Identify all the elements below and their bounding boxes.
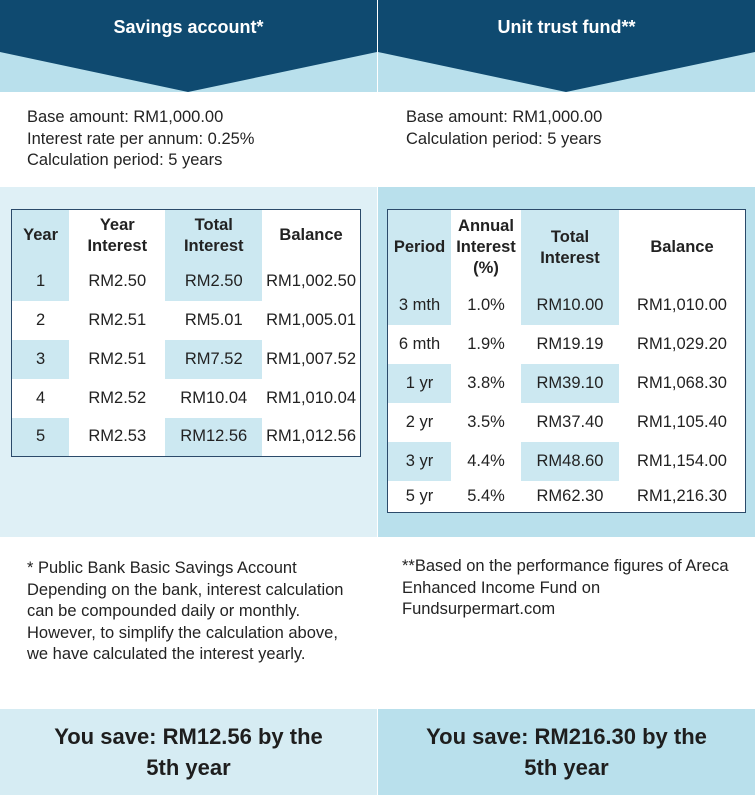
cell-annual-interest: 3.8% xyxy=(467,373,505,392)
cell-balance: RM1,068.30 xyxy=(637,373,727,392)
unit-trust-base-amount: Base amount: RM1,000.00 xyxy=(406,108,603,126)
table-row xyxy=(12,340,361,379)
header-balance: Balance xyxy=(650,238,714,257)
cell-year: 5 xyxy=(12,418,70,457)
cell-balance: RM1,010.00 xyxy=(637,295,727,314)
table-row xyxy=(12,301,361,340)
savings-footnote: * Public Bank Basic Savings Account Depending on the bank, interest calculation can be compounded daily or monthly. However, to simplify the calculation above, we have calculated the interest yearly. xyxy=(27,559,344,663)
savings-calculation-period: Calculation period: 5 years xyxy=(27,151,223,169)
cell-balance: RM1,005.01 xyxy=(266,310,356,329)
table-row xyxy=(388,481,746,513)
unit-trust-result-banner xyxy=(378,709,755,795)
unit-trust-table-panel xyxy=(378,187,755,537)
header-period: Period xyxy=(388,210,452,286)
table-row xyxy=(12,418,361,457)
cell-year-interest: RM2.51 xyxy=(88,349,147,368)
cell-annual-interest: 4.4% xyxy=(467,451,505,470)
cell-total-interest: RM48.60 xyxy=(521,442,619,481)
cell-balance: RM1,105.40 xyxy=(637,412,727,431)
cell-period: 6 mth xyxy=(398,334,441,353)
cell-period: 2 yr xyxy=(405,412,434,431)
cell-total-interest: RM39.10 xyxy=(521,364,619,403)
cell-total-interest: RM10.00 xyxy=(521,286,619,325)
unit-trust-title: Unit trust fund** xyxy=(497,17,636,37)
cell-total-interest: RM12.56 xyxy=(165,418,262,457)
cell-total-interest: RM37.40 xyxy=(536,412,604,431)
cell-year-interest: RM2.53 xyxy=(88,427,147,446)
cell-balance: RM1,216.30 xyxy=(637,486,727,505)
savings-info xyxy=(27,107,254,172)
header-total-interest: Total Interest xyxy=(521,210,619,286)
cell-annual-interest: 1.0% xyxy=(467,295,505,314)
cell-year-interest: RM2.50 xyxy=(88,271,147,290)
cell-year: 1 xyxy=(12,262,70,301)
savings-base-amount: Base amount: RM1,000.00 xyxy=(27,108,224,126)
unit-trust-result-text: You save: RM216.30 by the 5th year xyxy=(426,724,707,780)
header-year: Year xyxy=(12,210,70,262)
table-header-row xyxy=(12,210,361,262)
cell-period: 3 yr xyxy=(388,442,452,481)
cell-year: 3 xyxy=(12,340,70,379)
table-row xyxy=(388,364,746,403)
unit-trust-info xyxy=(406,107,602,150)
cell-period: 1 yr xyxy=(388,364,452,403)
savings-banner xyxy=(0,0,377,92)
savings-interest-rate: Interest rate per annum: 0.25% xyxy=(27,129,255,148)
cell-balance: RM1,154.00 xyxy=(637,451,727,470)
header-total-interest: Total Interest xyxy=(165,210,262,262)
cell-total-interest: RM19.19 xyxy=(536,334,604,353)
cell-balance: RM1,007.52 xyxy=(266,349,356,368)
cell-year-interest: RM2.52 xyxy=(88,388,147,407)
cell-total-interest: RM10.04 xyxy=(180,388,248,407)
cell-period: 3 mth xyxy=(388,286,452,325)
cell-annual-interest: 1.9% xyxy=(467,334,505,353)
unit-trust-calculation-period: Calculation period: 5 years xyxy=(406,129,602,148)
cell-year-interest: RM2.51 xyxy=(88,310,147,329)
header-annual-interest: Annual Interest (%) xyxy=(456,217,516,278)
cell-balance: RM1,010.04 xyxy=(266,388,356,407)
cell-period: 5 yr xyxy=(405,486,434,505)
unit-trust-footnote: **Based on the performance figures of Areca Enhanced Income Fund on Fundsurpermart.com xyxy=(402,557,729,618)
cell-annual-interest: 3.5% xyxy=(467,412,505,431)
cell-balance: RM1,029.20 xyxy=(637,334,727,353)
cell-annual-interest: 5.4% xyxy=(467,486,505,505)
header-balance: Balance xyxy=(279,226,343,245)
cell-balance: RM1,002.50 xyxy=(266,271,356,290)
table-row xyxy=(12,379,361,418)
savings-title: Savings account* xyxy=(113,17,264,37)
cell-year: 4 xyxy=(35,388,46,407)
cell-total-interest: RM7.52 xyxy=(165,340,262,379)
table-row xyxy=(388,286,746,325)
savings-table-panel xyxy=(0,187,377,537)
table-row xyxy=(388,325,746,364)
table-row xyxy=(388,403,746,442)
savings-table xyxy=(11,209,361,457)
header-year-interest: Year Interest xyxy=(87,215,148,255)
cell-total-interest: RM2.50 xyxy=(165,262,262,301)
table-row xyxy=(388,442,746,481)
cell-year: 2 xyxy=(35,310,46,329)
cell-total-interest: RM5.01 xyxy=(184,310,243,329)
cell-balance: RM1,012.56 xyxy=(266,427,356,446)
cell-total-interest: RM62.30 xyxy=(536,486,604,505)
unit-trust-banner xyxy=(378,0,755,92)
table-header-row xyxy=(388,210,746,286)
table-row xyxy=(12,262,361,301)
savings-result-banner xyxy=(0,709,377,795)
savings-result-text: You save: RM12.56 by the 5th year xyxy=(54,724,323,780)
unit-trust-table xyxy=(387,209,746,513)
